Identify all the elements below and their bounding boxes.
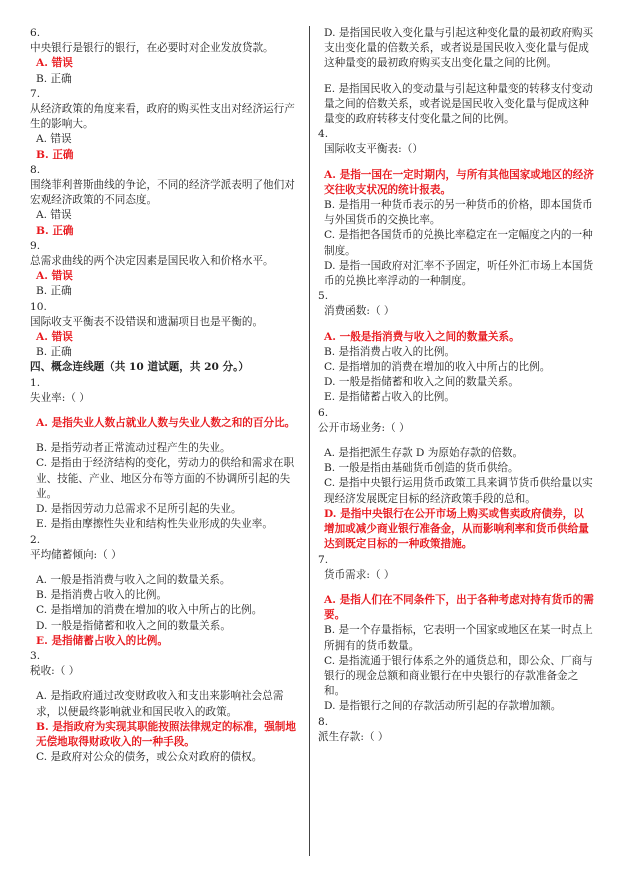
option-e: E. 是指国民收入的变动量与引起这种量变的转移支付变动量之间的倍数关系，或者说是国民收入变化量与促成这种量变的政府转移支付变化量之间的比例。 [324,82,593,126]
question-stem: 失业率:（ ） [30,391,90,404]
question-number: 7. [30,87,41,100]
question-stem: 平均储蓄倾向:（ ） [30,548,122,561]
question-stem: 中央银行是银行的银行，在必要时对企业发放贷款。 [30,42,274,55]
option-b-correct: B. 正确 [36,148,74,161]
option-d: D. 是指一国政府对汇率不予固定，听任外汇市场上本国货币的兑换比率浮动的一种制度。 [324,259,594,288]
option-c: C. 是政府对公众的债务，或公众对政府的债权。 [36,751,263,764]
option-a: A. 是指把派生存款 D 为原始存款的倍数。 [324,447,524,460]
option-a-correct: A. 错误 [36,270,73,283]
question-number: 10. [30,300,47,313]
option-b: B. 正确 [36,72,72,85]
question-number: 9. [30,239,41,252]
question-stem: 货币需求:（ ） [324,568,395,581]
option-b: B. 一般是指由基础货币创造的货币供给。 [324,462,519,475]
left-column [30,26,302,765]
right-column [318,26,594,745]
option-c: C. 是指由于经济结构的变化，劳动力的供给和需求在职业、技能、产业、地区分布等方面的不协调所引起的失业。 [36,457,295,500]
question-stem: 公开市场业务:（ ） [318,421,410,434]
question-stem: 国际收支平衡表不设错误和遗漏项目也是平衡的。 [30,315,264,328]
option-a-correct: A. 错误 [36,331,73,344]
option-d-correct: D. 是指中央银行在公开市场上购买或售卖政府债券，以增加或减少商业银行准备金，从而影响利率和货币供给量达到既定目标的一种政策措施。 [324,507,589,551]
option-d: D. 一般是指储蓄和收入之间的数量关系。 [324,376,519,389]
option-e: E. 是指储蓄占收入的比例。 [324,391,455,404]
option-c: C. 是指流通于银行体系之外的通货总和，即公众、厂商与银行的现金总额和商业银行在中央银行的存款准备金之和。 [324,654,593,698]
option-b: B. 正确 [36,346,72,359]
option-a-correct: A. 是指人们在不同条件下，出于各种考虑对持有货币的需要。 [324,593,594,622]
option-a-correct: A. 错误 [36,57,73,70]
option-e: E. 是指由摩擦性失业和结构性失业形成的失业率。 [36,518,273,531]
option-a: A. 错误 [36,133,72,146]
question-number: 5. [318,290,329,303]
option-a: A. 错误 [36,209,72,222]
question-stem: 消费函数:（ ） [324,305,395,318]
option-b-correct: B. 正确 [36,224,74,237]
question-number: 7. [318,553,329,566]
question-number: 8. [30,163,41,176]
question-stem: 从经济政策的角度来看，政府的购买性支出对经济运行产生的影响大。 [30,103,295,131]
question-number: 3. [30,649,41,662]
option-b: B. 是一个存量指标，它表明一个国家或地区在某一时点上所拥有的货币数量。 [324,624,593,652]
question-number: 2. [30,533,41,546]
option-b-correct: B. 是指政府为实现其职能按照法律规定的标准，强制地无偿地取得财政收入的一种手段。 [36,720,296,748]
option-d: D. 是指因劳动力总需求不足所引起的失业。 [36,503,242,516]
question-number: 6. [318,406,329,419]
question-stem: 围绕菲利普斯曲线的争论，不同的经济学派表明了他们对宏观经济政策的不同态度。 [30,179,295,207]
option-d: D. 是指国民收入变化量与引起这种变化量的最初政府购买支出变化量的倍数关系，或者说是国民收入变化量与促成这种量变的最初政府购买支出变化量之间的比例。 [324,27,594,70]
option-a: A. 是指政府通过改变财政收入和支出来影响社会总需求，以便最终影响就业和国民收入的政策。 [36,690,284,718]
option-c: C. 是指增加的消费在增加的收入中所占的比例。 [36,604,263,617]
option-d: D. 一般是指储蓄和收入之间的数量关系。 [36,619,231,632]
option-b: B. 是指消费占收入的比例。 [324,345,456,358]
option-d: D. 是指银行之间的存款活动所引起的存款增加额。 [324,700,562,713]
option-b: B. 正确 [36,285,72,298]
option-c: C. 是指把各国货币的兑换比率稳定在一定幅度之内的一种制度。 [324,229,593,257]
question-number: 6. [30,27,41,39]
option-a-correct: A. 是指失业人数占就业人数与失业人数之和的百分比。 [36,417,296,430]
section-heading: 四、概念连线题（共 10 道试题，共 20 分。） [30,361,250,374]
option-a-correct: A. 是指一国在一定时期内，与所有其他国家或地区的经济交往收支状况的统计报表。 [324,168,594,196]
question-number: 4. [318,128,329,141]
option-e-correct: E. 是指储蓄占收入的比例。 [36,634,168,647]
option-c: C. 是指中央银行运用货币政策工具来调节货币供给量以实现经济发展既定目标的经济政策手段的总和。 [324,477,593,505]
question-stem: 派生存款:（ ） [318,730,389,743]
question-number: 8. [318,715,329,728]
question-stem: 国际收支平衡表:（） [324,143,423,156]
option-b: B. 是指劳动者正常流动过程产生的失业。 [36,442,231,455]
column-divider [309,26,310,856]
option-c: C. 是指增加的消费在增加的收入中所占的比例。 [324,361,551,374]
option-a-correct: A. 一般是指消费与收入之间的数量关系。 [324,330,520,343]
question-stem: 总需求曲线的两个决定因素是国民收入和价格水平。 [30,255,274,268]
question-number: 1. [30,376,41,389]
question-stem: 税收:（ ） [30,665,80,678]
option-b: B. 是指用一种货币表示的另一种货币的价格，即本国货币与外国货币的交换比率。 [324,199,593,227]
option-a: A. 一般是指消费与收入之间的数量关系。 [36,573,231,586]
option-b: B. 是指消费占收入的比例。 [36,589,168,602]
